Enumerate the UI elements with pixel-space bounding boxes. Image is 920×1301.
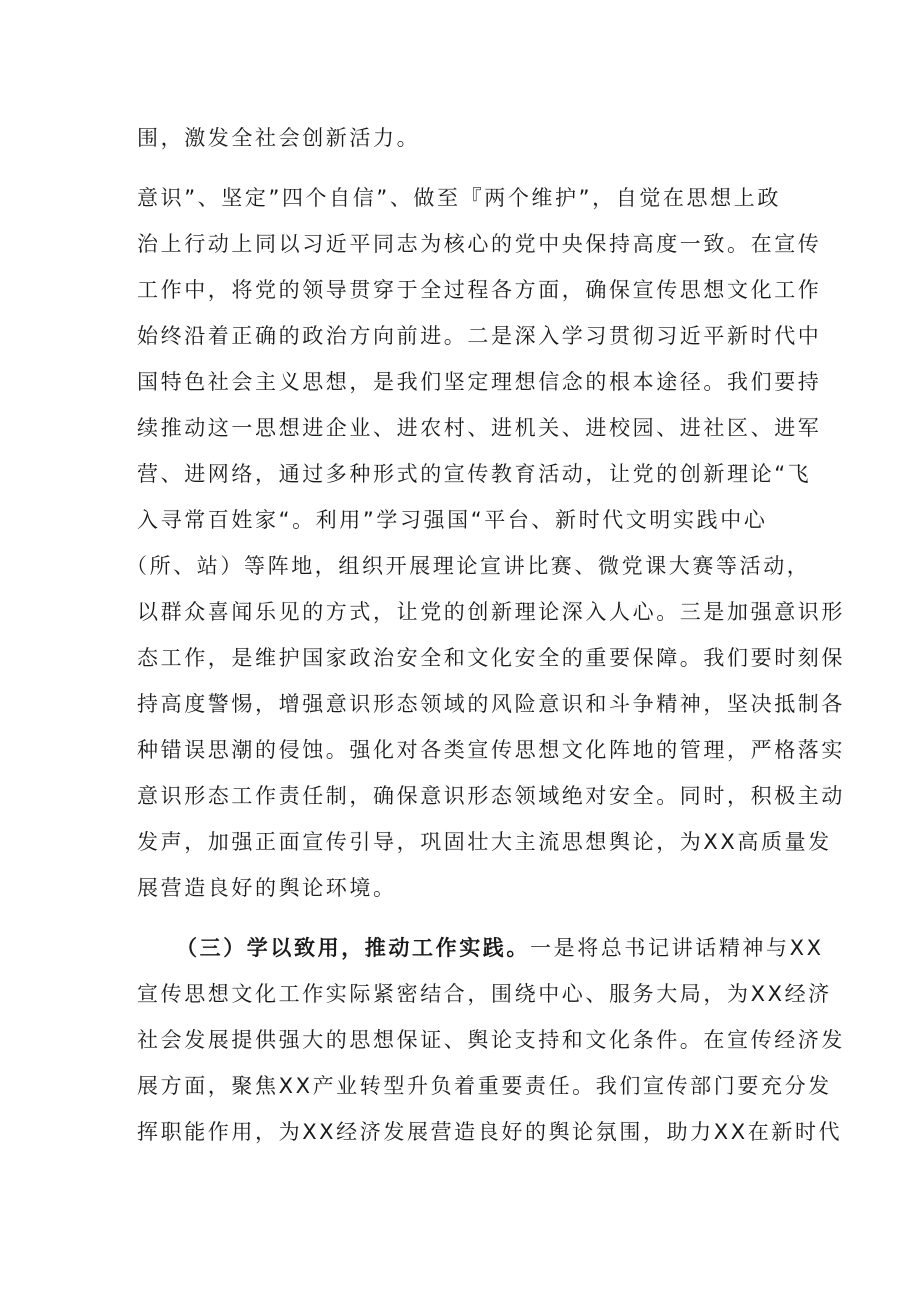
text-line: 展方面，聚焦XX产业转型升负着重要责任。我们宣传部门要充分发 (137, 1074, 832, 1098)
section-first-line-text: 一是将总书记讲话精神与XX (530, 936, 824, 960)
text-line: （所、站）等阵地，组织开展理论宣讲比赛、微党课大赛等活动， (126, 554, 811, 578)
text-line: 国特色社会主义思想，是我们坚定理想信念的根本途径。我们要持 (137, 370, 822, 394)
text-line: 以群众喜闻乐见的方式，让党的创新理论深入人心。三是加强意识形 (137, 600, 845, 624)
text-line: 宣传思想文化工作实际紧密结合，围绕中心、服务大局，为XX经济 (137, 982, 832, 1006)
text-line: 工作中，将党的领导贯穿于全过程各方面，确保宣传思想文化工作 (137, 278, 822, 302)
text-line: 续推动这一思想进企业、进农村、进机关、进校园、进社区、进军 (137, 416, 822, 440)
text-line: 始终沿着正确的政治方向前进。二是深入学习贯彻习近平新时代中 (137, 324, 822, 348)
text-line: 挥职能作用，为XX经济发展营造良好的舆论氛围，助力XX在新时代 (137, 1120, 843, 1144)
text-line: 营、进网络，通过多种形式的宣传教育活动，让党的创新理论“飞 (137, 462, 812, 486)
text-line: 态工作，是维护国家政治安全和文化安全的重要保障。我们要时刻保 (137, 646, 845, 670)
text-line: 展营造良好的舆论环境。 (137, 876, 397, 900)
text-line: 意识”、坚定”四个自信”、做至『两个维护”，自觉在思想上政 (137, 186, 781, 210)
text-line: 持高度警惕，增强意识形态领域的风险意识和斗争精神，坚决抵制各 (137, 692, 845, 716)
section-heading: （三）学以致用，推动工作实践。 (176, 936, 530, 960)
section-paragraph-first-line (176, 934, 824, 962)
text-line: 意识形态工作责任制，确保意识形态领域绝对安全。同时，积极主动 (137, 784, 845, 808)
text-line: 种错误思潮的侵蚀。强化对各类宣传思想文化阵地的管理，严格落实 (137, 738, 845, 762)
text-line: 社会发展提供强大的思想保证、舆论支持和文化条件。在宣传经济发 (137, 1028, 845, 1052)
text-line: 治上行动上同以习近平同志为核心的党中央保持高度一致。在宣传 (137, 232, 822, 256)
text-line: 入寻常百姓家“。利用”学习强国“平台、新时代文明实践中心 (137, 508, 768, 532)
text-line: 围，激发全社会创新活力。 (137, 126, 421, 150)
text-line: 发声，加强正面宣传引导，巩固壮大主流思想舆论，为XX高质量发 (137, 830, 832, 854)
